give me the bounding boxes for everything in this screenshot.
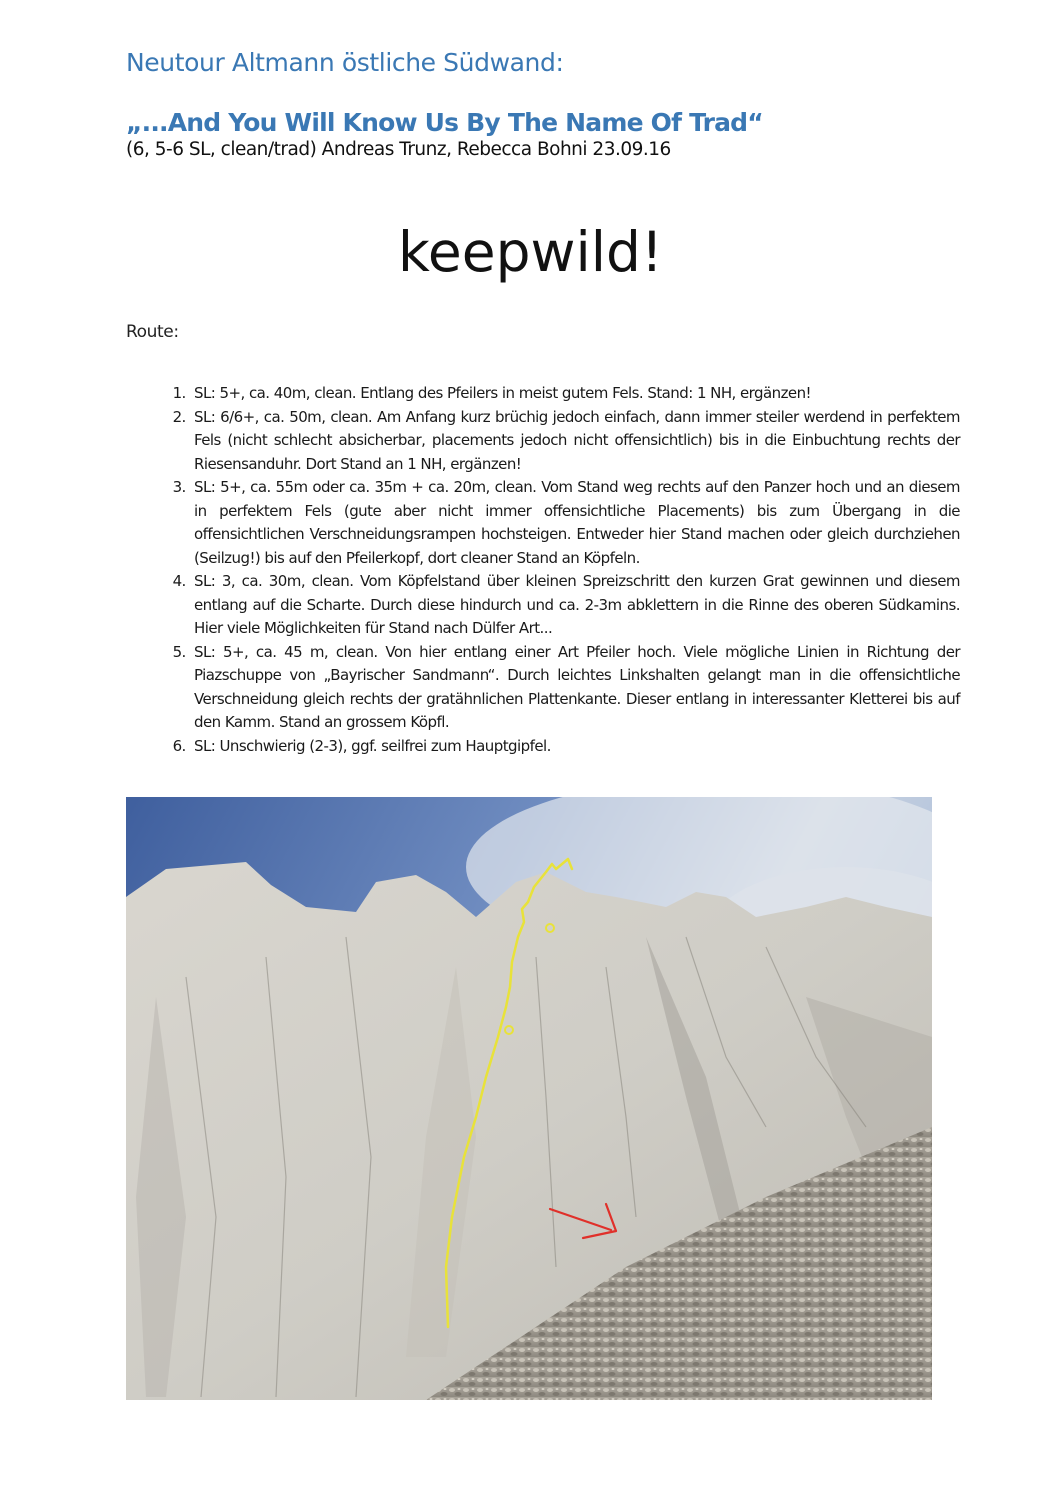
- route-title: Neutour Altmann östliche Südwand:: [126, 48, 564, 77]
- pitch-list: [160, 382, 960, 758]
- pitch-item: 4. SL: 3, ca. 30m, clean. Vom Köpfelstand über kleinen Spreizschritt den kurzen Grat gewinnen und diesem entlang auf die Scharte. Durch diese hindurch und ca. 2-3m abklettern in die Rinne des oberen Südkamins. Hier viele Möglichkeiten für Stand nach Dülfer Art...: [190, 570, 960, 641]
- pitch-item: 1. SL: 5+, ca. 40m, clean. Entlang des Pfeilers in meist gutem Fels. Stand: 1 NH, ergänzen!: [190, 382, 960, 406]
- pitch-item: 2. SL: 6/6+, ca. 50m, clean. Am Anfang kurz brüchig jedoch einfach, dann immer steiler werdend in perfektem Fels (nicht schlecht absicherbar, placements jedoch nicht offensichtlich) bis in die Einbuchtung rechts der Riesensanduhr. Dort Stand an 1 NH, ergänzen!: [190, 406, 960, 477]
- brand-heading: keepwild!: [398, 220, 663, 284]
- pitch-item: 3. SL: 5+, ca. 55m oder ca. 35m + ca. 20m, clean. Vom Stand weg rechts auf den Panzer hoch und an diesem in perfektem Fels (gute aber nicht immer offensichtliche Placements) bis zum Übergang in die offensichtlichen Verschneidungsrampen hochsteigen. Entweder hier Stand machen oder gleich durchziehen (Seilzug!) bis auf den Pfeilerkopf, dort cleaner Stand an Köpfeln.: [190, 476, 960, 570]
- pitch-item: 6. SL: Unschwierig (2-3), ggf. seilfrei zum Hauptgipfel.: [190, 735, 960, 759]
- route-label: Route:: [126, 322, 179, 342]
- route-name: „...And You Will Know Us By The Name Of Trad“: [126, 108, 763, 137]
- route-topo-photo: [126, 797, 932, 1400]
- route-meta: (6, 5-6 SL, clean/trad) Andreas Trunz, Rebecca Bohni 23.09.16: [126, 139, 671, 160]
- pitch-item: 5. SL: 5+, ca. 45 m, clean. Von hier entlang einer Art Pfeiler hoch. Viele mögliche Linien in Richtung der Piazschuppe von „Bayrischer Sandmann“. Durch leichtes Linkshalten gelangt man in die offensichtliche Verschneidung gleich rechts der gratähnlichen Plattenkante. Dieser entlang in interessanter Kletterei bis auf den Kamm. Stand an grossem Köpfl.: [190, 641, 960, 735]
